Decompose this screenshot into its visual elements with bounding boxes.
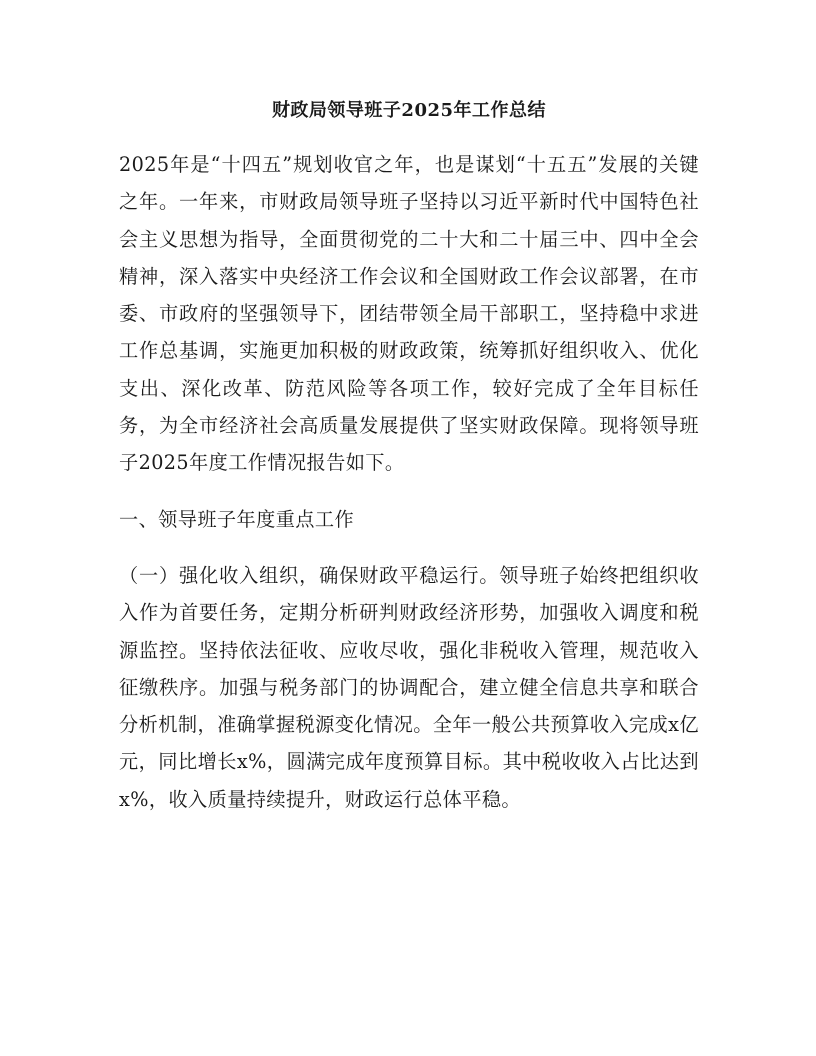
intro-paragraph: 2025年是“十四五”规划收官之年，也是谋划“十五五”发展的关键之年。一年来，市财政局领导班子坚持以习近平新时代中国特色社会主义思想为指导，全面贯彻党的二十大和二十届三中、四中全会精神，深入落实中央经济工作会议和全国财政工作会议部署，在市委、市政府的坚强领导下，团结带领全局干部职工，坚持稳中求进工作总基调，实施更加积极的财政政策，统筹抓好组织收入、优化支出、深化改革、防范风险等各项工作，较好完成了全年目标任务，为全市经济社会高质量发展提供了坚实财政保障。现将领导班子2025年度工作情况报告如下。 xyxy=(119,153,699,475)
document-title: 财政局领导班子2025年工作总结 xyxy=(271,100,547,121)
section-heading: 一、领导班子年度重点工作 xyxy=(119,507,355,531)
section-paragraph: （一）强化收入组织，确保财政平稳运行。领导班子始终把组织收入作为首要任务，定期分析研判财政经济形势，加强收入调度和税源监控。坚持依法征收、应收尽收，强化非税收入管理，规范收入征缴秩序。加强与税务部门的协调配合，建立健全信息共享和联合分析机制，准确掌握税源变化情况。全年一般公共预算收入完成x亿元，同比增长x%，圆满完成年度预算目标。其中税收收入占比达到x%，收入质量持续提升，财政运行总体平稳。 xyxy=(119,563,699,811)
document-page xyxy=(119,94,699,837)
